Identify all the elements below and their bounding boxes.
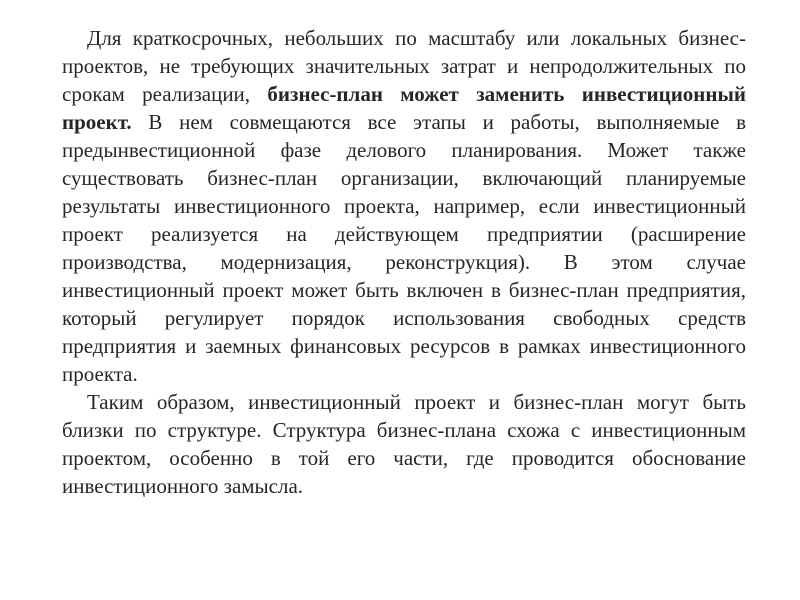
text-segment: В нем совмещаются все этапы и работы, выполняемые в предынвестиционной фазе делового планирования. Может также существовать бизнес-план организации, включающий планируемые результаты инвестиционного проекта, например, если инвестиционный проект реализуется на действующем предприятии (расширение производства, модернизация, реконструкция). В этом случае инвестиционный проект может быть включен в бизнес-план предприятия, который регулирует порядок использования свободных средств предприятия и заемных финансовых ресурсов в рамках инвестиционного проекта.	[62, 110, 746, 386]
paragraph-structure-similarity	[62, 388, 746, 500]
text-segment: Для краткосрочных, небольших по масштабу или локальных бизнес-проектов, не требующих значительных затрат и непродолжительных по срокам реализации,	[62, 26, 746, 106]
text-segment: Таким образом, инвестиционный проект и бизнес-план могут быть близки по структуре. Структура бизнес-плана схожа с инвестиционным проектом, особенно в той его части, где проводится обоснование инвестиционного замысла.	[62, 390, 746, 498]
paragraph-business-plan-replacement	[62, 24, 746, 388]
document-body	[62, 24, 746, 500]
bold-text-segment: бизнес-план может заменить инвестиционный проект.	[62, 82, 746, 134]
